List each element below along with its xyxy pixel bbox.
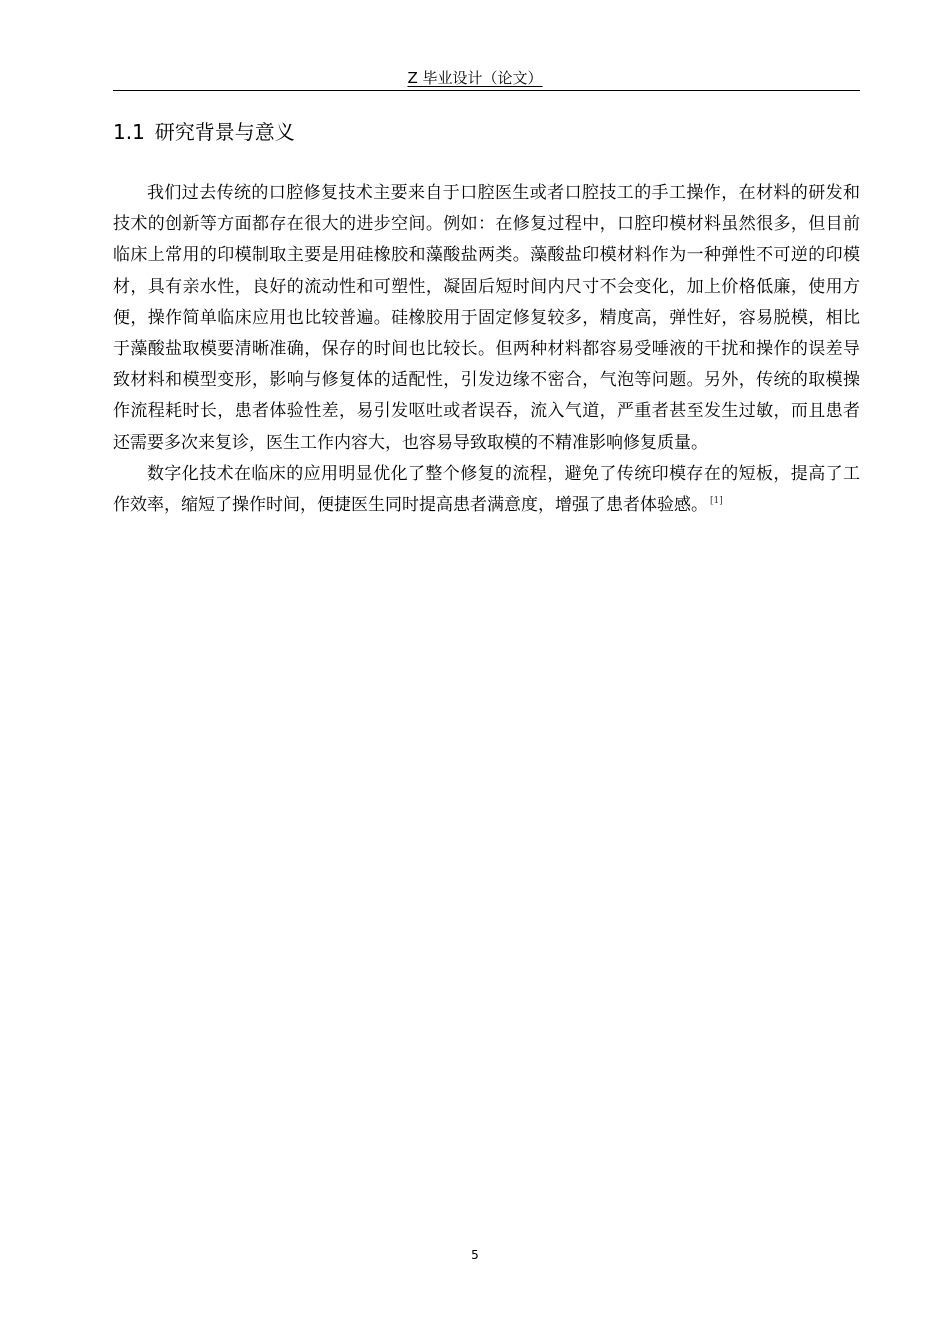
citation-reference[interactable]: [1] xyxy=(710,496,723,507)
page-number: 5 xyxy=(471,1248,479,1262)
header-divider xyxy=(113,90,860,91)
paragraph xyxy=(113,178,860,459)
section-number: 1.1 xyxy=(113,120,145,144)
paragraph-text: 我们过去传统的口腔修复技术主要来自于口腔医生或者口腔技工的手工操作，在材料的研发和技术的创新等方面都存在很大的进步空间。例如：在修复过程中，口腔印模材料虽然很多，但目前临床上常用的印模制取主要是用硅橡胶和藻酸盐两类。藻酸盐印模材料作为一种弹性不可逆的印模材，具有亲水性，良好的流动性和可塑性，凝固后短时间内尺寸不会变化，加上价格低廉，使用方便，操作简单临床应用也比较普遍。硅橡胶用于固定修复较多，精度高，弹性好，容易脱模，相比于藻酸盐取模要清晰准确，保存的时间也比较长。但两种材料都容易受唾液的干扰和操作的误差导致材料和模型变形，影响与修复体的适配性，引发边缘不密合，气泡等问题。另外，传统的取模操作流程耗时长，患者体验性差，易引发呕吐或者误吞，流入气道，严重者甚至发生过敏，而且患者还需要多次来复诊，医生工作内容大，也容易导致取模的不精准影响修复质量。 xyxy=(113,183,860,453)
header-title: Z 毕业设计（论文） xyxy=(407,69,543,87)
section-heading xyxy=(113,118,295,146)
section-title: 研究背景与意义 xyxy=(154,120,295,144)
body-text xyxy=(113,178,860,521)
paragraph xyxy=(113,459,860,521)
paragraph-text: 数字化技术在临床的应用明显优化了整个修复的流程，避免了传统印模存在的短板，提高了工作效率，缩短了操作时间，便捷医生同时提高患者满意度，增强了患者体验感。 xyxy=(113,463,860,516)
page-header xyxy=(0,68,950,88)
